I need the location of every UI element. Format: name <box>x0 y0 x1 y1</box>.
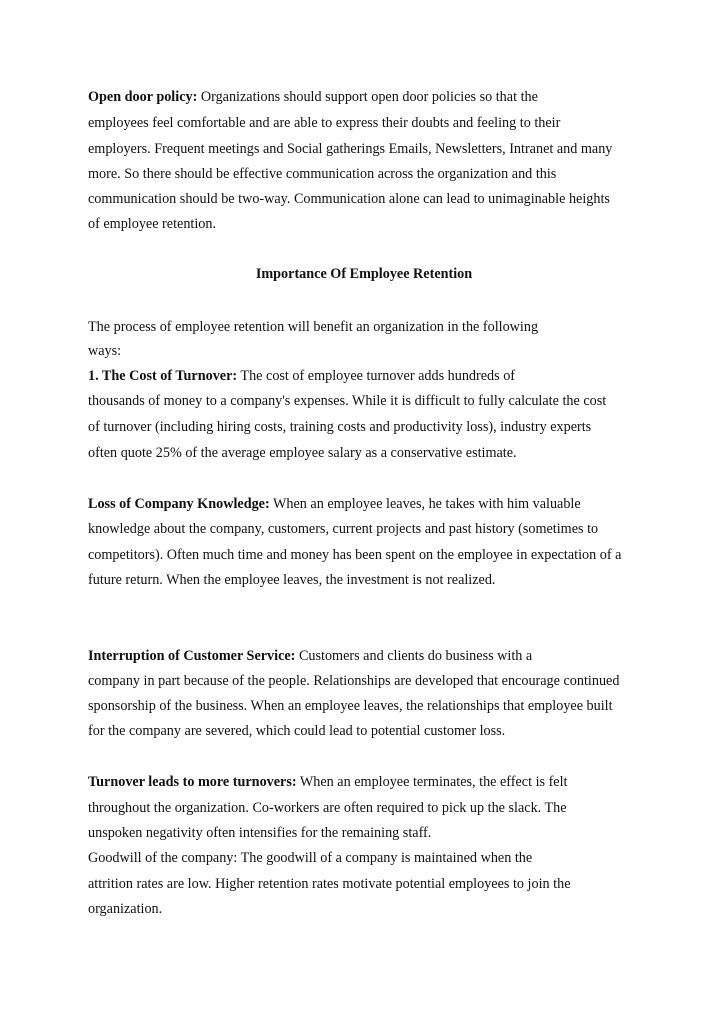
knowledge-line-3: competitors). Often much time and money has been spent on the employee in expectation of a <box>88 547 622 563</box>
intro-line-2: ways: <box>88 343 122 359</box>
knowledge-text: When an employee leaves, he takes with him valuable <box>269 496 581 512</box>
open-door-line-1 <box>88 87 538 107</box>
open-door-line-6: of employee retention. <box>88 216 217 232</box>
cost-turnover-text: The cost of employee turnover adds hundreds of <box>237 368 516 384</box>
knowledge-line-1 <box>88 494 581 514</box>
customer-service-line-3: sponsorship of the business. When an employee leaves, the relationships that employee built <box>88 698 613 714</box>
goodwill-line-1: Goodwill of the company: The goodwill of a company is maintained when the <box>88 850 533 866</box>
open-door-label: Open door policy: <box>88 89 198 105</box>
cost-turnover-line-2: thousands of money to a company's expenses. While it is difficult to fully calculate the cost <box>88 393 607 409</box>
more-turnovers-text: When an employee terminates, the effect is felt <box>296 774 568 790</box>
customer-service-line-2: company in part because of the people. Relationships are developed that encourage continued <box>88 673 620 689</box>
customer-service-label: Interruption of Customer Service: <box>88 648 296 664</box>
knowledge-line-2: knowledge about the company, customers, current projects and past history (sometimes to <box>88 521 599 537</box>
open-door-text: Organizations should support open door policies so that the <box>197 89 538 105</box>
intro-line-1: The process of employee retention will benefit an organization in the following <box>88 319 539 335</box>
customer-service-line-4: for the company are severed, which could lead to potential customer loss. <box>88 723 506 739</box>
cost-turnover-line-1 <box>88 366 515 386</box>
goodwill-line-3: organization. <box>88 901 163 917</box>
section-heading: Importance Of Employee Retention <box>255 266 473 282</box>
open-door-line-5: communication should be two-way. Communication alone can lead to unimaginable heights <box>88 191 610 207</box>
more-turnovers-line-3: unspoken negativity often intensifies for the remaining staff. <box>88 825 432 841</box>
knowledge-label: Loss of Company Knowledge: <box>88 496 270 512</box>
open-door-line-2: employees feel comfortable and are able to express their doubts and feeling to their <box>88 115 561 131</box>
open-door-line-4: more. So there should be effective communication across the organization and this <box>88 166 557 182</box>
goodwill-line-2: attrition rates are low. Higher retention rates motivate potential employees to join the <box>88 876 571 892</box>
more-turnovers-line-1 <box>88 772 568 792</box>
cost-turnover-label: 1. The Cost of Turnover: <box>88 368 238 384</box>
customer-service-text: Customers and clients do business with a <box>295 648 533 664</box>
cost-turnover-line-3: of turnover (including hiring costs, training costs and productivity loss), industry experts <box>88 419 592 435</box>
more-turnovers-line-2: throughout the organization. Co-workers are often required to pick up the slack. The <box>88 800 567 816</box>
cost-turnover-line-4: often quote 25% of the average employee salary as a conservative estimate. <box>88 445 517 461</box>
more-turnovers-label: Turnover leads to more turnovers: <box>88 774 297 790</box>
customer-service-line-1 <box>88 646 532 666</box>
open-door-line-3: employers. Frequent meetings and Social gatherings Emails, Newsletters, Intranet and many <box>88 141 613 157</box>
knowledge-line-4: future return. When the employee leaves, the investment is not realized. <box>88 572 496 588</box>
